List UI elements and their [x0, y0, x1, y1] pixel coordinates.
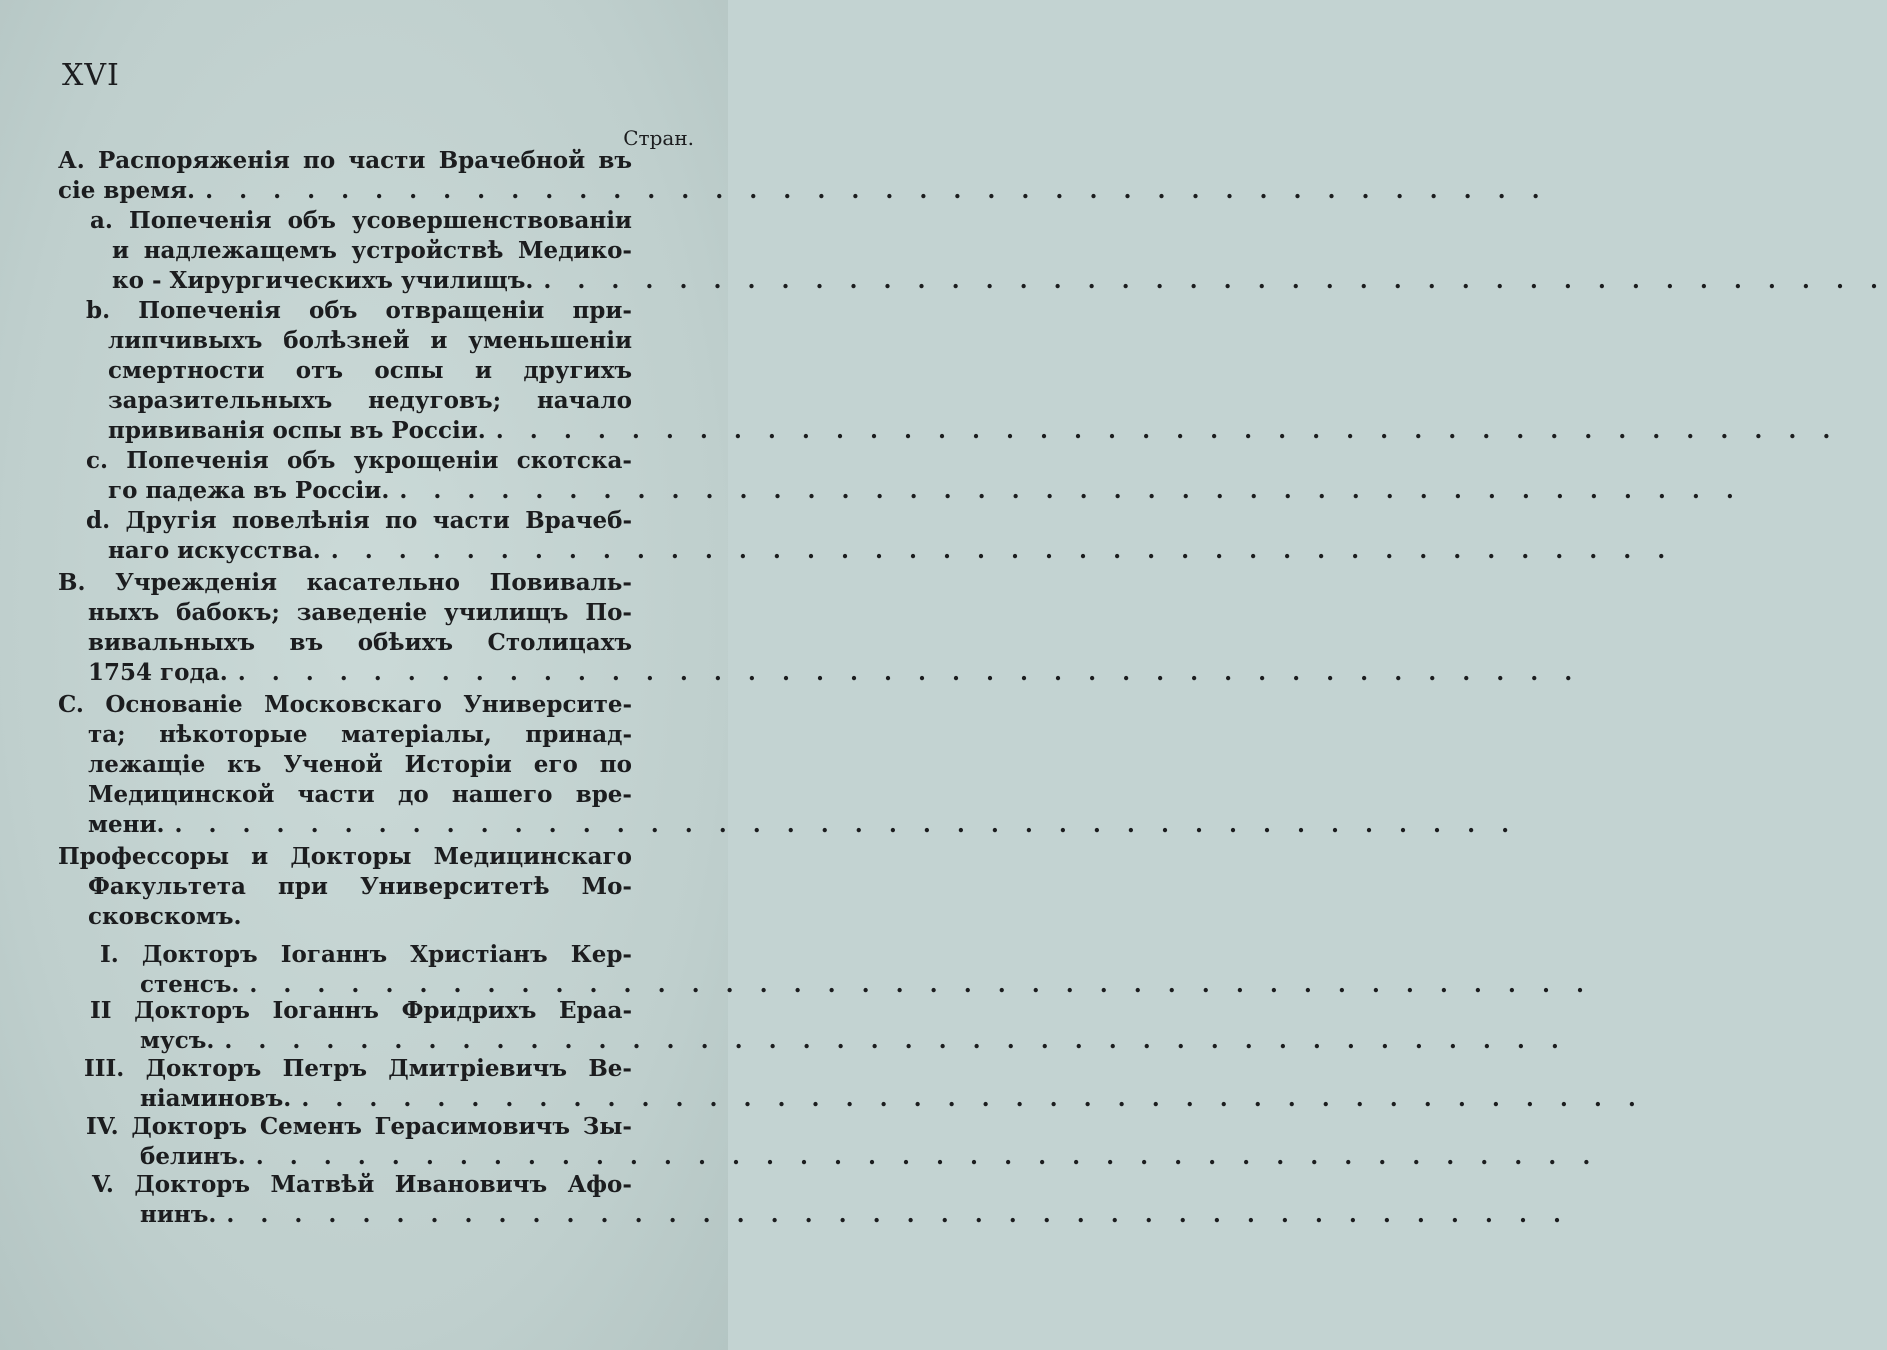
word: II: [90, 997, 112, 1024]
word: Врачеб-: [525, 507, 632, 534]
word: b.: [86, 297, 111, 324]
word: Исторіи: [404, 751, 512, 778]
toc-entry-text: наго искусства.: [108, 537, 321, 564]
toc-entry-line: [58, 568, 632, 598]
word: по: [599, 751, 632, 778]
word: Докторы: [290, 843, 412, 870]
word: уменьшеніи: [468, 327, 632, 354]
word: обѣихъ: [357, 629, 453, 656]
word: матеріалы,: [341, 721, 492, 748]
dot-leader: . . . . . . . . . . . . . . . . . . . . . . . . . . . . . . . . . . . . . . . .: [249, 971, 1593, 998]
word: отъ: [295, 357, 344, 384]
word: части: [432, 507, 510, 534]
word: Основаніе: [105, 691, 243, 718]
word: и: [474, 357, 492, 384]
word: Попеченія: [138, 297, 281, 324]
page-column-heading: Стран.: [623, 126, 694, 150]
word: въ: [289, 629, 324, 656]
toc-entry-line: [90, 206, 632, 236]
word: а.: [90, 207, 113, 234]
word: Семенъ: [259, 1113, 362, 1140]
word: нашего: [451, 781, 553, 808]
page-number: XVI: [62, 58, 120, 93]
word: Герасимовичъ: [374, 1113, 570, 1140]
toc-entry-text: нинъ.: [140, 1201, 217, 1228]
word: IV.: [86, 1113, 119, 1140]
word: объ: [287, 447, 336, 474]
toc-entry-text: сковскомъ.: [88, 903, 242, 930]
dot-leader: . . . . . . . . . . . . . . . . . . . . . . . . . . . . . . . . . . . . . . . .: [495, 417, 1840, 444]
toc-entry-line: [58, 690, 632, 720]
toc-entry-line: [84, 1054, 632, 1084]
word: Попеченія: [128, 207, 272, 234]
toc-entry-line: [90, 996, 632, 1026]
word: Врачебной: [438, 147, 586, 174]
toc-entry-line: [140, 1200, 1570, 1230]
toc-entry-text: стенсъ.: [140, 971, 240, 998]
toc-entry-line: [140, 1026, 1568, 1056]
toc-entry-line: [108, 476, 1743, 506]
dot-leader: . . . . . . . . . . . . . . . . . . . . . . . . . . . . . . . . . . . . . . . .: [399, 477, 1743, 504]
toc-entry-line: [58, 176, 1549, 206]
word: Докторъ: [141, 941, 258, 968]
toc-entry-text: мени.: [88, 811, 165, 838]
word: А.: [58, 147, 85, 174]
word: и: [112, 237, 130, 264]
word: Медицинской: [88, 781, 275, 808]
toc-entry-line: [140, 1084, 1645, 1114]
dot-leader: . . . . . . . . . . . . . . . . . . . . . . . . . . . . . . . . . . . . . . . .: [301, 1085, 1645, 1112]
word: объ: [287, 207, 336, 234]
toc-entry-text: прививанія оспы въ Россіи.: [108, 417, 486, 444]
word: къ: [227, 751, 262, 778]
toc-entry-line: [112, 266, 1887, 296]
word: та;: [88, 721, 126, 748]
word: Мо-: [581, 873, 632, 900]
word: липчивыхъ: [108, 327, 263, 354]
word: Ученой: [283, 751, 383, 778]
word: училищъ: [444, 599, 569, 626]
toc-entry-line: [108, 416, 1840, 446]
word: укрощеніи: [353, 447, 499, 474]
word: Фридрихъ: [401, 997, 537, 1024]
word: Университе-: [463, 691, 632, 718]
word: бабокъ;: [176, 599, 280, 626]
toc-entry-text: мусъ.: [140, 1027, 215, 1054]
toc-entry-line: [88, 598, 632, 628]
word: до: [397, 781, 429, 808]
word: и: [251, 843, 269, 870]
word: Іоганнъ: [280, 941, 388, 968]
toc-entry-text: белинъ.: [140, 1143, 246, 1170]
dot-leader: . . . . . . . . . . . . . . . . . . . . . . . . . . . . . . . . . . . . . . . .: [224, 1027, 1568, 1054]
word: болѣзней: [283, 327, 410, 354]
word: По-: [585, 599, 632, 626]
word: части: [297, 781, 375, 808]
toc-entry-line: [88, 658, 1582, 688]
word: начало: [536, 387, 632, 414]
word: I.: [100, 941, 119, 968]
dot-leader: . . . . . . . . . . . . . . . . . . . . . . . . . . . . . . . . . . . . . . . .: [205, 177, 1549, 204]
word: надлежащемъ: [143, 237, 337, 264]
toc-entry-line: [58, 842, 632, 872]
toc-entry-line: [108, 326, 632, 356]
toc-entry-line: [108, 536, 1675, 566]
toc-entry-text: ко - Хирургическихъ училищъ.: [112, 267, 534, 294]
dot-leader: . . . . . . . . . . . . . . . . . . . . . . . . . . . . . . . . . . . . . . . .: [255, 1143, 1600, 1170]
word: недуговъ;: [368, 387, 502, 414]
dot-leader: . . . . . . . . . . . . . . . . . . . . . . . . . . . . . . . . . . . . . . . .: [237, 659, 1582, 686]
word: Афо-: [567, 1171, 632, 1198]
word: отвращеніи: [385, 297, 545, 324]
word: части: [348, 147, 426, 174]
word: вивальныхъ: [88, 629, 255, 656]
word: Повиваль-: [489, 569, 632, 596]
word: повелѣнія: [232, 507, 370, 534]
word: Московскаго: [264, 691, 442, 718]
toc-entry-line: [58, 146, 632, 176]
word: Докторъ: [131, 1113, 248, 1140]
toc-entry-line: [86, 296, 632, 326]
word: Матвѣй: [270, 1171, 375, 1198]
word: Попеченія: [126, 447, 269, 474]
word: касательно: [306, 569, 460, 596]
word: при: [277, 873, 328, 900]
toc-entry-line: [88, 810, 1519, 840]
toc-entry-line: [100, 940, 632, 970]
word: Зы-: [582, 1113, 632, 1140]
word: Медицинскаго: [433, 843, 632, 870]
toc-entry-line: [88, 628, 632, 658]
toc-entry-line: [88, 720, 632, 750]
word: устройствѣ: [351, 237, 504, 264]
word: Христіанъ: [410, 941, 548, 968]
word: оспы: [374, 357, 444, 384]
word: по: [303, 147, 336, 174]
toc-entry-line: [88, 872, 632, 902]
word: Докторъ: [134, 997, 250, 1024]
toc-entry-line: [108, 386, 632, 416]
word: Петръ: [282, 1055, 367, 1082]
word: принад-: [525, 721, 632, 748]
word: нѣкоторые: [159, 721, 308, 748]
word: B.: [58, 569, 86, 596]
word: Факультета: [88, 873, 246, 900]
word: другихъ: [523, 357, 632, 384]
word: Столицахъ: [487, 629, 632, 656]
word: III.: [84, 1055, 125, 1082]
word: C.: [58, 691, 84, 718]
word: V.: [92, 1171, 114, 1198]
word: Профессоры: [58, 843, 230, 870]
toc-entry-line: [88, 902, 632, 932]
toc-entry-line: [86, 446, 632, 476]
word: его: [533, 751, 578, 778]
word: заведеніе: [296, 599, 428, 626]
word: и: [430, 327, 448, 354]
word: c.: [86, 447, 109, 474]
word: ныхъ: [88, 599, 160, 626]
word: Докторъ: [134, 1171, 251, 1198]
dot-leader: . . . . . . . . . . . . . . . . . . . . . . . . . . . . . . . . . . . . . . . .: [174, 811, 1519, 838]
toc-entry-text: сіе время.: [58, 177, 196, 204]
toc-entry-text: 1754 года.: [88, 659, 228, 686]
toc-entry-line: [108, 356, 632, 386]
word: Ивановичъ: [394, 1171, 548, 1198]
word: Университетѣ: [359, 873, 550, 900]
toc-entry-line: [86, 1112, 632, 1142]
word: Ераа-: [559, 997, 632, 1024]
word: смертности: [108, 357, 265, 384]
word: d.: [86, 507, 111, 534]
dot-leader: . . . . . . . . . . . . . . . . . . . . . . . . . . . . . . . . . . . . . . . .: [543, 267, 1887, 294]
word: Медико-: [518, 237, 632, 264]
word: въ: [598, 147, 632, 174]
word: объ: [309, 297, 358, 324]
word: Кер-: [570, 941, 632, 968]
toc-entry-line: [92, 1170, 632, 1200]
dot-leader: . . . . . . . . . . . . . . . . . . . . . . . . . . . . . . . . . . . . . . . .: [226, 1201, 1570, 1228]
toc-entry-line: [112, 236, 632, 266]
word: усовершенствованіи: [351, 207, 632, 234]
word: Учрежденія: [115, 569, 278, 596]
toc-entry-line: [88, 750, 632, 780]
toc-entry-line: [86, 506, 632, 536]
word: Распоряженія: [97, 147, 290, 174]
toc-entry-line: [140, 1142, 1600, 1172]
word: вре-: [575, 781, 632, 808]
word: Другія: [125, 507, 217, 534]
word: скотска-: [516, 447, 632, 474]
toc-entry-text: ніаминовъ.: [140, 1085, 292, 1112]
word: при-: [572, 297, 632, 324]
word: Дмитріевичъ: [388, 1055, 568, 1082]
word: Іоганнъ: [272, 997, 379, 1024]
word: лежащіе: [88, 751, 206, 778]
toc-entry-line: [88, 780, 632, 810]
word: Докторъ: [145, 1055, 262, 1082]
dot-leader: . . . . . . . . . . . . . . . . . . . . . . . . . . . . . . . . . . . . . . . .: [330, 537, 1675, 564]
word: Ве-: [588, 1055, 632, 1082]
word: по: [385, 507, 418, 534]
toc-entry-text: го падежа въ Россіи.: [108, 477, 390, 504]
word: заразительныхъ: [108, 387, 333, 414]
